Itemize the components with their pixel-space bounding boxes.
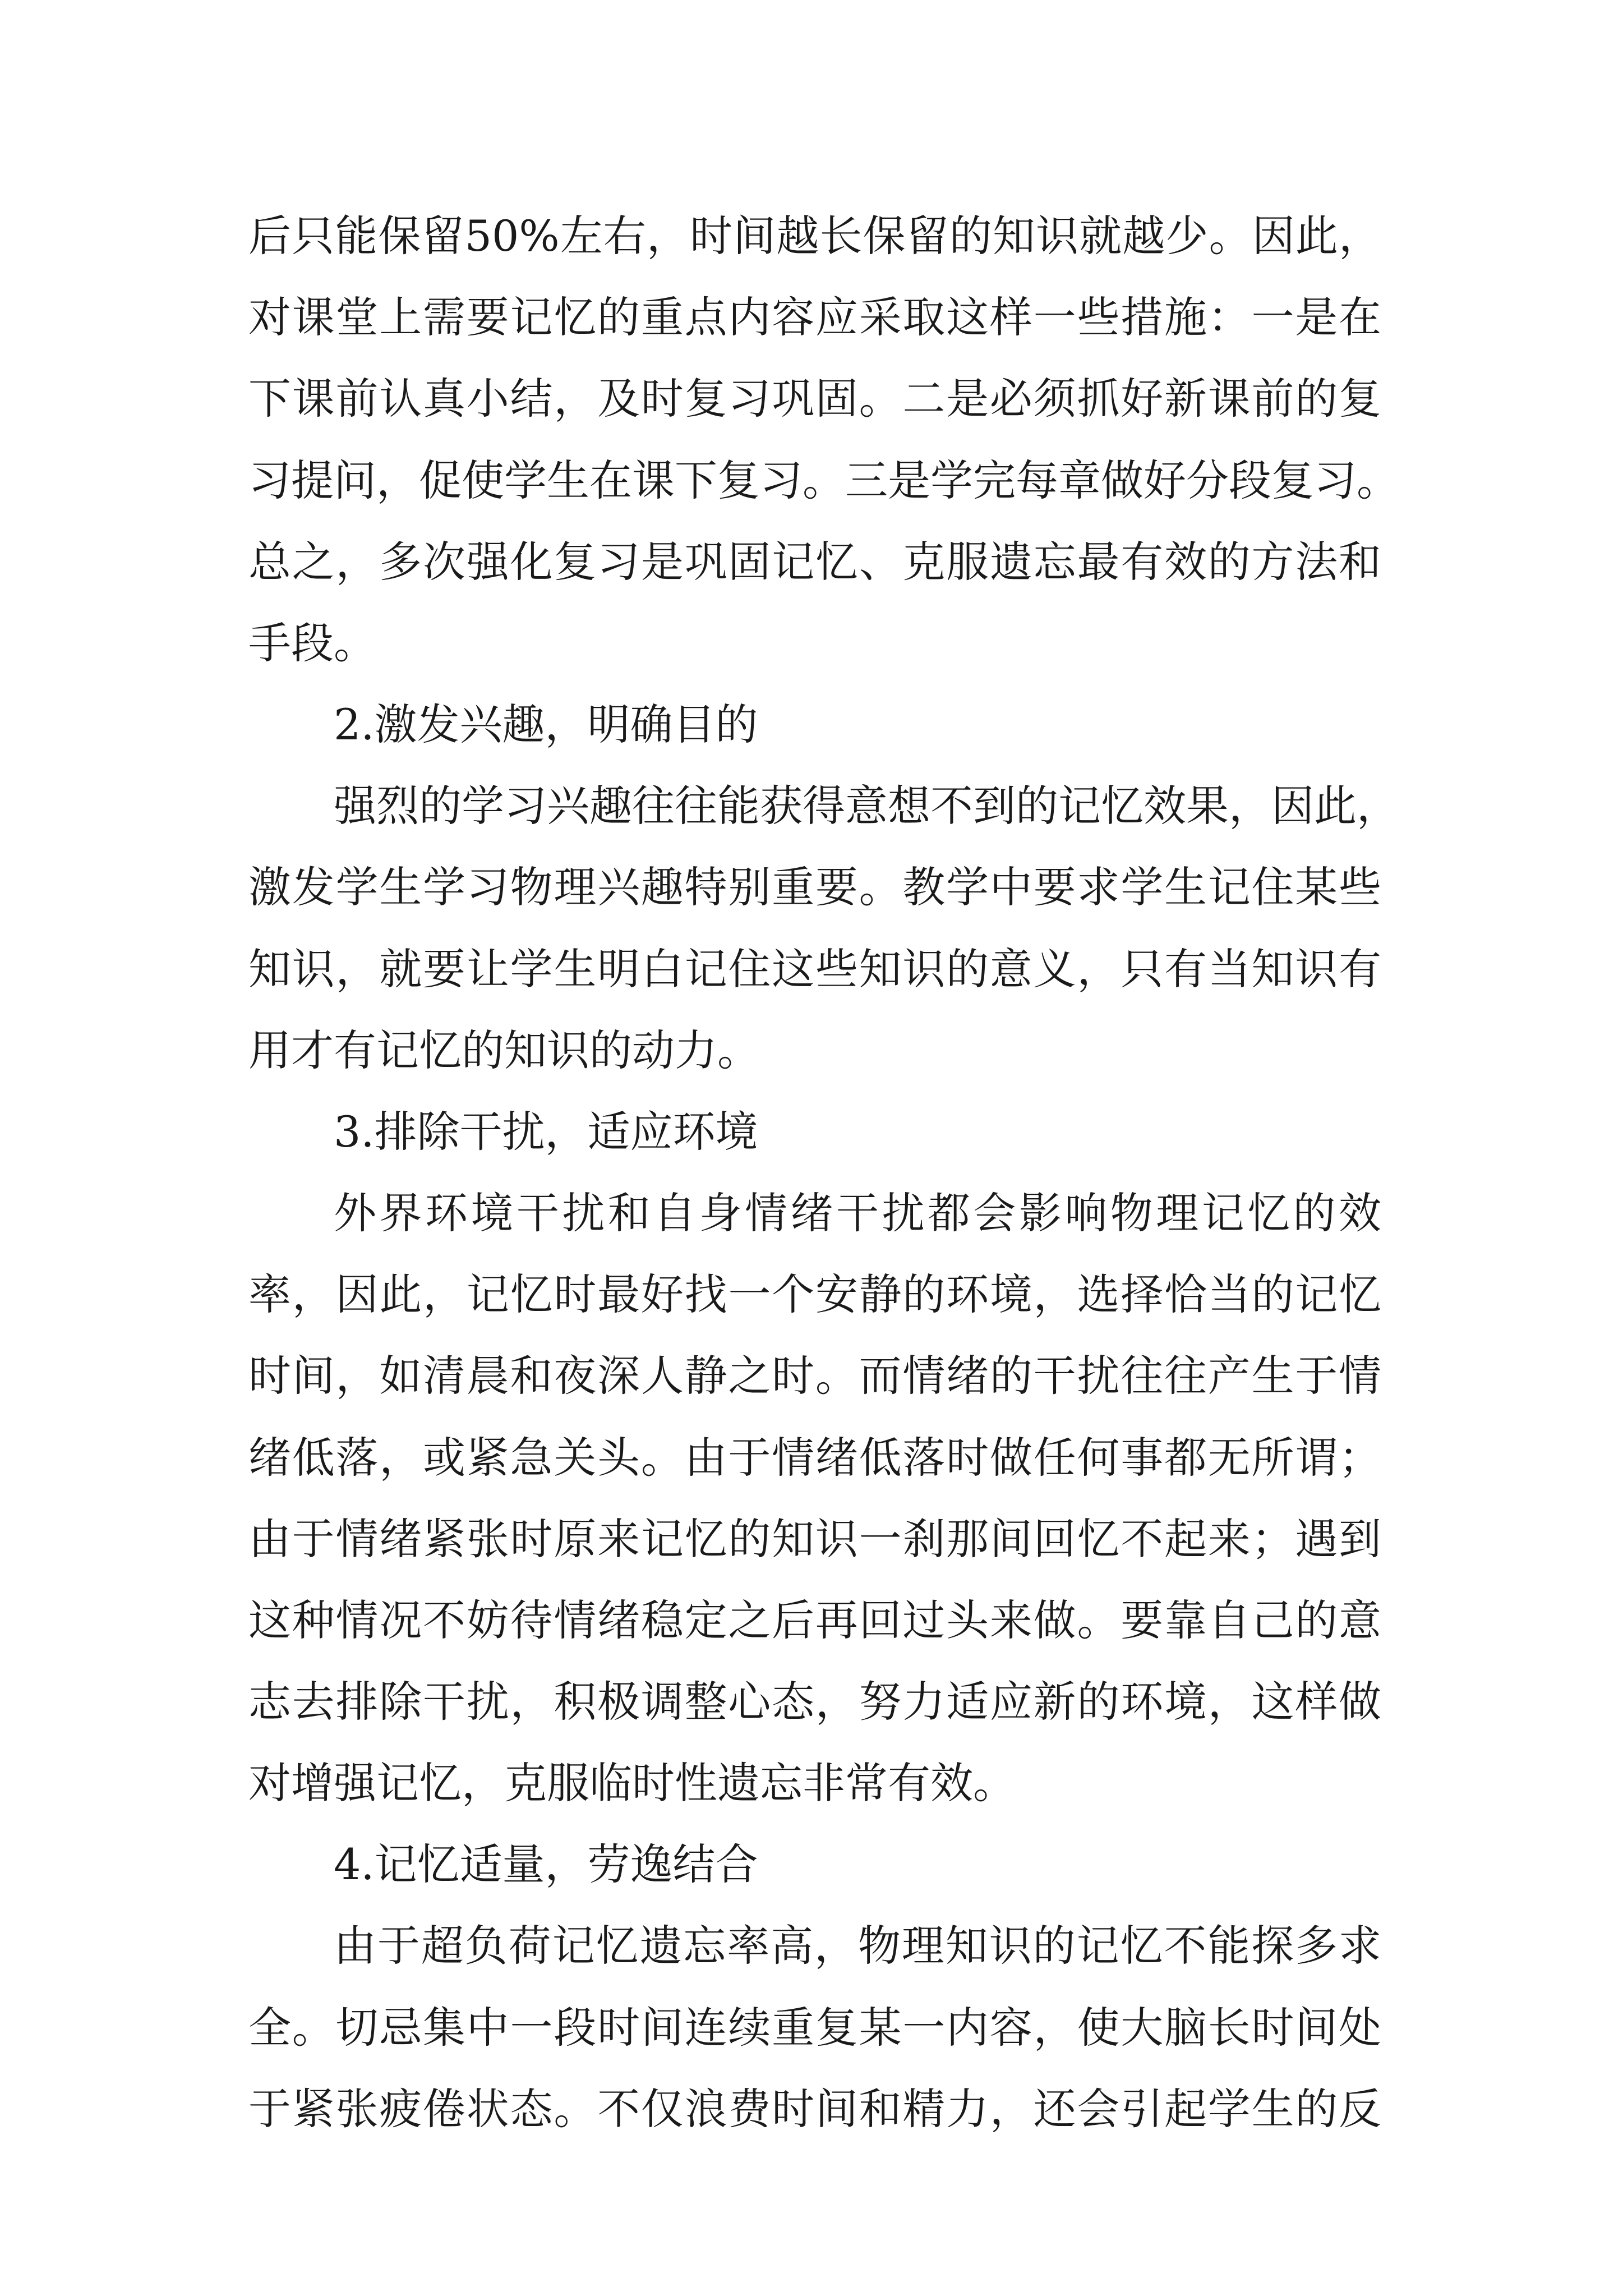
section-heading: 4.记忆适量，劳逸结合 [334,1839,758,1889]
paragraph-line: 对课堂上需要记忆的重点内容应采取这样一些措施：一是在 [248,292,1381,342]
paragraph-line: 后只能保留50%左右，时间越长保留的知识就越少。因此， [248,211,1381,261]
section-heading: 3.排除干扰，适应环境 [334,1107,758,1157]
paragraph-line: 下课前认真小结，及时复习巩固。二是必须抓好新课前的复 [248,374,1381,424]
paragraph-line: 对增强记忆，克服临时性遗忘非常有效。 [248,1758,1016,1808]
paragraph-line: 率，因此，记忆时最好找一个安静的环境，选择恰当的记忆 [248,1269,1381,1319]
paragraph-line: 总之，多次强化复习是巩固记忆、克服遗忘最有效的方法和 [248,537,1381,587]
paragraph-line: 知识，就要让学生明白记住这些知识的意义，只有当知识有 [248,944,1381,994]
paragraph-line: 习提问，促使学生在课下复习。三是学完每章做好分段复习。 [248,455,1399,505]
paragraph-line: 用才有记忆的知识的动力。 [248,1025,760,1075]
paragraph-line: 志去排除干扰，积极调整心态，努力适应新的环境，这样做 [248,1677,1381,1727]
paragraph-line: 绪低落，或紧急关头。由于情绪低落时做任何事都无所谓； [248,1433,1381,1483]
paragraph-line: 激发学生学习物理兴趣特别重要。教学中要求学生记住某些 [248,862,1381,912]
paragraph-line: 这种情况不妨待情绪稳定之后再回过头来做。要靠自己的意 [248,1595,1381,1645]
paragraph-line: 时间，如清晨和夜深人静之时。而情绪的干扰往往产生于情 [248,1351,1381,1401]
section-heading: 2.激发兴趣，明确目的 [334,700,758,749]
paragraph-line: 于紧张疲倦状态。不仅浪费时间和精力，还会引起学生的反 [248,2084,1381,2134]
paragraph-line: 由于情绪紧张时原来记忆的知识一刹那间回忆不起来；遇到 [248,1514,1381,1564]
paragraph-line: 由于超负荷记忆遗忘率高，物理知识的记忆不能探多求 [334,1921,1381,1971]
paragraph-line: 全。切忌集中一段时间连续重复某一内容，使大脑长时间处 [248,2003,1381,2053]
paragraph-line: 强烈的学习兴趣往往能获得意想不到的记忆效果，因此， [334,781,1399,831]
paragraph-line: 外界环境干扰和自身情绪干扰都会影响物理记忆的效 [334,1188,1381,1238]
paragraph-line: 手段。 [248,618,376,668]
